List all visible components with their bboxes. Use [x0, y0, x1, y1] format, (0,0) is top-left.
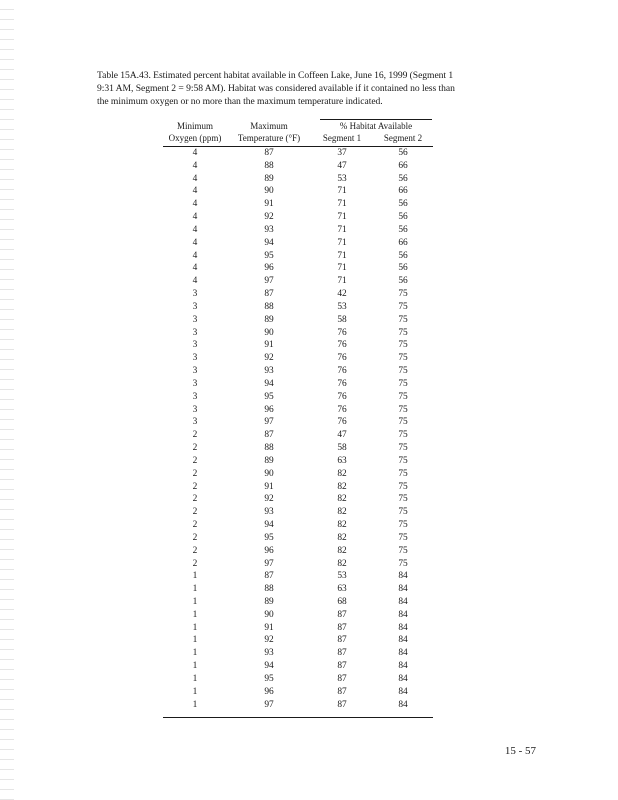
table-row — [163, 493, 433, 506]
table-cell: 82 — [337, 545, 347, 556]
table-cell: 75 — [398, 301, 408, 312]
table-cell: 2 — [192, 507, 198, 518]
table-cell: 58 — [337, 443, 347, 454]
table-row — [163, 262, 433, 275]
table-cell: 75 — [398, 507, 408, 518]
table-cell: 94 — [264, 237, 274, 248]
table-row — [163, 481, 433, 494]
table-cell: 89 — [264, 455, 274, 466]
table-cell: 89 — [264, 173, 274, 184]
table-cell: 56 — [398, 173, 408, 184]
table-cell: 87 — [337, 635, 347, 646]
table-cell: 88 — [264, 443, 274, 454]
table-cell: 95 — [264, 391, 274, 402]
table-cell: 56 — [398, 224, 408, 235]
table-cell: 84 — [398, 686, 408, 697]
table-cell: 88 — [264, 301, 274, 312]
table-cell: 93 — [264, 366, 274, 377]
table-cell: 84 — [398, 699, 408, 710]
header-row-2 — [163, 133, 433, 143]
table-cell: 56 — [398, 212, 408, 223]
table-row — [163, 506, 433, 519]
table-cell: 66 — [398, 160, 408, 171]
table-cell: 53 — [337, 571, 347, 582]
table-cell: 76 — [337, 366, 347, 377]
table-row — [163, 147, 433, 160]
table-row — [163, 660, 433, 673]
table-row — [163, 558, 433, 571]
table-cell: 3 — [192, 404, 198, 415]
table-cell: 75 — [398, 378, 408, 389]
table-cell: 71 — [337, 212, 347, 223]
table-cell: 95 — [264, 673, 274, 684]
group-header: % Habitat Available — [339, 121, 413, 131]
table-row — [163, 596, 433, 609]
table-row — [163, 647, 433, 660]
table-cell: 76 — [337, 378, 347, 389]
table-cell: 76 — [337, 340, 347, 351]
table-cell: 53 — [337, 301, 347, 312]
table-cell: 2 — [192, 430, 198, 441]
table-cell: 76 — [337, 353, 347, 364]
table-cell: 1 — [192, 673, 198, 684]
table-cell: 82 — [337, 494, 347, 505]
table-cell: 2 — [192, 494, 198, 505]
header-cell — [373, 121, 433, 131]
table-cell: 75 — [398, 366, 408, 377]
table-cell: 58 — [337, 314, 347, 325]
table-row — [163, 391, 433, 404]
table-row — [163, 365, 433, 378]
table-cell: 3 — [192, 314, 198, 325]
table-cell: 82 — [337, 481, 347, 492]
table-cell: 3 — [192, 301, 198, 312]
table-row — [163, 250, 433, 263]
table-cell: 56 — [398, 263, 408, 274]
table-cell: 94 — [264, 520, 274, 531]
table-cell: 4 — [192, 224, 198, 235]
table-cell: 4 — [192, 276, 198, 287]
table-row — [163, 570, 433, 583]
table-cell: 88 — [264, 584, 274, 595]
table-cell: 97 — [264, 417, 274, 428]
table-cell: 76 — [337, 391, 347, 402]
table-cell: 3 — [192, 289, 198, 300]
table-cell: 3 — [192, 340, 198, 351]
table-cell: 75 — [398, 327, 408, 338]
table-cell: 90 — [264, 327, 274, 338]
table-row — [163, 352, 433, 365]
table-cell: 2 — [192, 558, 198, 569]
table-cell: 66 — [398, 186, 408, 197]
table-cell: 91 — [264, 481, 274, 492]
table-cell: 75 — [398, 443, 408, 454]
table-row — [163, 301, 433, 314]
table-cell: 84 — [398, 673, 408, 684]
table-cell: 89 — [264, 314, 274, 325]
table-row — [163, 673, 433, 686]
table-cell: 63 — [337, 455, 347, 466]
table-cell: 37 — [337, 148, 347, 158]
table-cell: 2 — [192, 532, 198, 543]
table-cell: 56 — [398, 276, 408, 287]
table-cell: 75 — [398, 545, 408, 556]
table-cell: 4 — [192, 237, 198, 248]
table-cell: 75 — [398, 532, 408, 543]
table-row — [163, 224, 433, 237]
table-cell: 71 — [337, 199, 347, 210]
table-cell: 53 — [337, 173, 347, 184]
table-cell: 87 — [337, 622, 347, 633]
table-cell: 56 — [398, 250, 408, 261]
table-cell: 87 — [337, 673, 347, 684]
table-cell: 87 — [337, 648, 347, 659]
table-cell: 87 — [264, 571, 274, 582]
table-cell: 84 — [398, 648, 408, 659]
table-cell: 71 — [337, 224, 347, 235]
table-cell: 1 — [192, 661, 198, 672]
table-cell: 75 — [398, 340, 408, 351]
table-row — [163, 545, 433, 558]
table-cell: 1 — [192, 596, 198, 607]
header-cell: Maximum — [250, 121, 288, 131]
table-cell: 1 — [192, 571, 198, 582]
page-number: 15 - 57 — [504, 745, 536, 757]
table-row — [163, 583, 433, 596]
table-cell: 68 — [337, 596, 347, 607]
table-cell: 2 — [192, 520, 198, 531]
table-bottom-rule — [163, 717, 433, 718]
table-cell: 75 — [398, 417, 408, 428]
table-cell: 82 — [337, 558, 347, 569]
header-cell: Segment 2 — [383, 133, 423, 143]
table-cell: 93 — [264, 507, 274, 518]
table-cell: 96 — [264, 545, 274, 556]
table-cell: 93 — [264, 648, 274, 659]
table-cell: 92 — [264, 212, 274, 223]
table-cell: 66 — [398, 237, 408, 248]
table-row — [163, 160, 433, 173]
table-cell: 87 — [337, 686, 347, 697]
table-row — [163, 173, 433, 186]
table-cell: 75 — [398, 520, 408, 531]
table-row — [163, 237, 433, 250]
table-cell: 97 — [264, 276, 274, 287]
table-row — [163, 198, 433, 211]
table-caption — [97, 69, 527, 109]
table-cell: 96 — [264, 263, 274, 274]
table-row — [163, 429, 433, 442]
table-cell: 3 — [192, 353, 198, 364]
table-cell: 82 — [337, 507, 347, 518]
table-cell: 4 — [192, 186, 198, 197]
table-cell: 4 — [192, 160, 198, 171]
table-cell: 75 — [398, 289, 408, 300]
table-cell: 75 — [398, 430, 408, 441]
table-cell: 97 — [264, 558, 274, 569]
table-cell: 2 — [192, 455, 198, 466]
table-cell: 4 — [192, 250, 198, 261]
table-cell: 1 — [192, 584, 198, 595]
table-cell: 87 — [264, 148, 274, 158]
table-cell: 95 — [264, 250, 274, 261]
table-cell: 75 — [398, 404, 408, 415]
table-body — [163, 147, 433, 711]
table-row — [163, 327, 433, 340]
table-cell: 4 — [192, 263, 198, 274]
table-cell: 97 — [264, 699, 274, 710]
table-cell: 75 — [398, 468, 408, 479]
table-row — [163, 519, 433, 532]
table-row — [163, 288, 433, 301]
table-cell: 84 — [398, 596, 408, 607]
table-row — [163, 339, 433, 352]
table-cell: 2 — [192, 468, 198, 479]
table-cell: 63 — [337, 584, 347, 595]
table-cell: 84 — [398, 609, 408, 620]
table-cell: 56 — [398, 199, 408, 210]
table-cell: 75 — [398, 558, 408, 569]
table-cell: 84 — [398, 622, 408, 633]
group-header-rule — [320, 119, 432, 120]
header-cell: Minimum — [176, 121, 213, 131]
table-cell: 76 — [337, 417, 347, 428]
table-cell: 71 — [337, 250, 347, 261]
table-cell: 42 — [337, 289, 347, 300]
table-cell: 96 — [264, 686, 274, 697]
table-cell: 82 — [337, 468, 347, 479]
table-cell: 90 — [264, 609, 274, 620]
table-cell: 3 — [192, 327, 198, 338]
table-cell: 3 — [192, 391, 198, 402]
header-cell: Temperature (°F) — [237, 133, 301, 143]
table-cell: 90 — [264, 186, 274, 197]
table-cell: 84 — [398, 571, 408, 582]
table-row — [163, 634, 433, 647]
table-cell: 1 — [192, 635, 198, 646]
table-row — [163, 609, 433, 622]
table-cell: 92 — [264, 494, 274, 505]
table-cell: 93 — [264, 224, 274, 235]
table-cell: 56 — [398, 148, 408, 158]
table-cell: 4 — [192, 148, 198, 158]
header-row-1 — [163, 121, 433, 131]
table-cell: 71 — [337, 237, 347, 248]
table-cell: 90 — [264, 468, 274, 479]
table-cell: 82 — [337, 520, 347, 531]
table-row — [163, 416, 433, 429]
table-cell: 87 — [337, 661, 347, 672]
table-cell: 94 — [264, 661, 274, 672]
table-cell: 92 — [264, 635, 274, 646]
header-cell: Segment 1 — [322, 133, 362, 143]
caption-line-3: the minimum oxygen or no more than the maximum temperature indicated. — [97, 96, 383, 108]
table-cell: 47 — [337, 430, 347, 441]
table-row — [163, 699, 433, 712]
table-cell: 82 — [337, 532, 347, 543]
table-row — [163, 185, 433, 198]
table-cell: 87 — [337, 609, 347, 620]
table-cell: 92 — [264, 353, 274, 364]
table-cell: 2 — [192, 545, 198, 556]
table-cell: 75 — [398, 391, 408, 402]
table-cell: 4 — [192, 173, 198, 184]
table-cell: 76 — [337, 404, 347, 415]
table-cell: 1 — [192, 699, 198, 710]
table-row — [163, 622, 433, 635]
header-cell: Oxygen (ppm) — [168, 133, 222, 143]
table-row — [163, 314, 433, 327]
table-cell: 1 — [192, 609, 198, 620]
table-cell: 91 — [264, 622, 274, 633]
table-cell: 75 — [398, 455, 408, 466]
table-cell: 91 — [264, 340, 274, 351]
scan-edge-artifact — [0, 0, 14, 800]
table-cell: 84 — [398, 584, 408, 595]
table-cell: 87 — [264, 430, 274, 441]
table-cell: 75 — [398, 481, 408, 492]
table-cell: 96 — [264, 404, 274, 415]
table-cell: 75 — [398, 494, 408, 505]
table-row — [163, 404, 433, 417]
header-cell — [311, 121, 373, 131]
table-cell: 94 — [264, 378, 274, 389]
table-cell: 87 — [264, 289, 274, 300]
table-cell: 47 — [337, 160, 347, 171]
table-row — [163, 378, 433, 391]
table-row — [163, 686, 433, 699]
table-cell: 3 — [192, 366, 198, 377]
table-cell: 84 — [398, 661, 408, 672]
table-cell: 1 — [192, 622, 198, 633]
table-cell: 3 — [192, 417, 198, 428]
table-cell: 1 — [192, 648, 198, 659]
table-row — [163, 211, 433, 224]
caption-line-2: 9:31 AM, Segment 2 = 9:58 AM). Habitat was considered available if it contained no less than — [97, 83, 455, 95]
table-cell: 2 — [192, 481, 198, 492]
table-row — [163, 275, 433, 288]
table-cell: 91 — [264, 199, 274, 210]
table-cell: 95 — [264, 532, 274, 543]
table-cell: 84 — [398, 635, 408, 646]
table-cell: 3 — [192, 378, 198, 389]
table-cell: 75 — [398, 353, 408, 364]
table-cell: 71 — [337, 263, 347, 274]
table-cell: 71 — [337, 276, 347, 287]
caption-line-1: Table 15A.43. Estimated percent habitat available in Coffeen Lake, June 16, 1999 (Segment 1 — [97, 70, 454, 81]
table-row — [163, 442, 433, 455]
table-cell: 88 — [264, 160, 274, 171]
table-cell: 76 — [337, 327, 347, 338]
table-cell: 71 — [337, 186, 347, 197]
table-row — [163, 455, 433, 468]
table-cell: 89 — [264, 596, 274, 607]
table-cell: 4 — [192, 199, 198, 210]
table-cell: 87 — [337, 699, 347, 710]
table-cell: 1 — [192, 686, 198, 697]
table-row — [163, 532, 433, 545]
table-cell: 4 — [192, 212, 198, 223]
table-cell: 2 — [192, 443, 198, 454]
table-cell: 75 — [398, 314, 408, 325]
table-row — [163, 468, 433, 481]
